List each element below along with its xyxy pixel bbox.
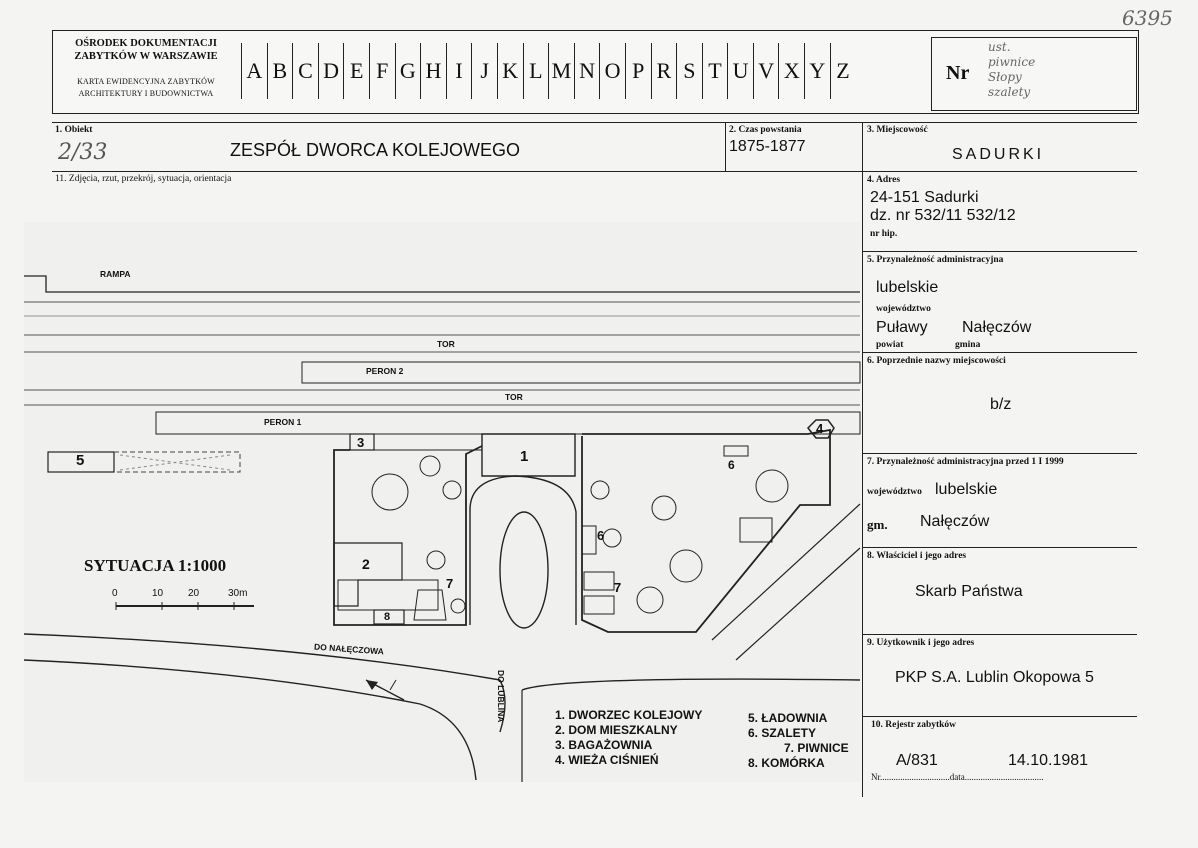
przynaleznosc-woj-value: lubelskie	[876, 279, 939, 296]
uzytkownik-label: 9. Użytkownik i jego adres	[867, 638, 975, 648]
label-tor-upper: TOR	[437, 339, 455, 349]
letter-cell-Y: Y	[804, 43, 830, 99]
legend-item: 5. ŁADOWNIA	[748, 711, 828, 725]
legend-item: 6. SZALETY	[748, 726, 817, 740]
letter-cell-L: L	[523, 43, 549, 99]
building-number-7-left: 7	[446, 576, 454, 591]
letter-cell-T: T	[702, 43, 728, 99]
nr-label: Nr	[946, 62, 970, 84]
legend-item: 7. PIWNICE	[784, 741, 849, 755]
nr-hand-line-2: piwnice	[988, 55, 1036, 69]
letter-cell-G: G	[395, 43, 421, 99]
rejestr-label: 10. Rejestr zabytków	[871, 720, 957, 730]
czas-label: 2. Czas powstania	[729, 125, 802, 135]
scale-tick-label: 0	[112, 588, 118, 599]
miejscowosc-value: SADURKI	[952, 146, 1045, 163]
nr-hand-line-1: ust.	[988, 40, 1011, 54]
letter-cell-P: P	[625, 43, 651, 99]
nr-hand-line-3: Słopy	[988, 70, 1022, 84]
przed1999-label: 7. Przynależność administracyjna przed 1 I 1999	[867, 457, 1064, 467]
letter-cell-I: I	[446, 43, 472, 99]
card-line-1: KARTA EWIDENCYJNA ZABYTKÓW	[77, 77, 215, 86]
wlasciciel-value: Skarb Państwa	[915, 583, 1023, 600]
przynaleznosc-gmina-label: gmina	[955, 340, 981, 350]
letter-cell-B: B	[267, 43, 293, 99]
adres-hip: nr hip.	[870, 229, 898, 239]
przynaleznosc-powiat-value: Puławy	[876, 319, 928, 336]
legend-item: 4. WIEŻA CIŚNIEŃ	[555, 753, 659, 767]
legend-item: 8. KOMÓRKA	[748, 756, 825, 770]
obiekt-handwritten-number: 2/33	[58, 140, 108, 165]
adres-line-1: 24-151 Sadurki	[870, 189, 979, 206]
card-line-2: ARCHITEKTURY I BUDOWNICTWA	[78, 89, 214, 98]
legend-item: 3. BAGAŻOWNIA	[555, 738, 653, 752]
scale-tick-label: 30m	[228, 588, 248, 599]
przynaleznosc-gmina-value: Nałęczów	[962, 319, 1032, 336]
przed1999-woj-value: lubelskie	[935, 481, 998, 498]
letter-cell-O: O	[599, 43, 625, 99]
rejestr-date-value: 14.10.1981	[1008, 752, 1089, 769]
legend-left	[555, 708, 702, 768]
przed1999-gm-label: gm.	[867, 517, 888, 532]
letter-cell-D: D	[318, 43, 344, 99]
poprzednie-label: 6. Poprzednie nazwy miejscowości	[867, 356, 1006, 366]
adres-label: 4. Adres	[867, 175, 901, 185]
przynaleznosc-powiat-label: powiat	[876, 340, 904, 350]
label-peron-2: PERON 2	[366, 366, 404, 376]
building-number-7-right: 7	[614, 580, 622, 595]
org-line-1: OŚRODEK DOKUMENTACJI	[75, 38, 217, 49]
letter-cell-K: K	[497, 43, 523, 99]
legend-item: 1. DWORZEC KOLEJOWY	[555, 708, 703, 722]
letter-cell-U: U	[727, 43, 753, 99]
letter-cell-C: C	[292, 43, 318, 99]
czas-value: 1875-1877	[729, 138, 806, 155]
letter-cell-X: X	[778, 43, 804, 99]
letter-cell-M: M	[548, 43, 574, 99]
letter-cell-E: E	[343, 43, 369, 99]
letter-cell-F: F	[369, 43, 395, 99]
building-number-2: 2	[362, 556, 370, 572]
label-tor-lower: TOR	[505, 392, 523, 402]
label-do-naleczowa: DO NAŁĘCZOWA	[313, 641, 385, 657]
letter-cell-V: V	[753, 43, 779, 99]
uzytkownik-value: PKP S.A. Lublin Okopowa 5	[895, 669, 1094, 686]
label-do-lublina: DO LUBLINA	[496, 670, 506, 723]
letter-cell-J: J	[471, 43, 497, 99]
label-rampa: RAMPA	[100, 269, 131, 279]
przed1999-woj-label: województwo	[867, 487, 922, 497]
building-number-5: 5	[76, 452, 85, 469]
plan-background	[24, 222, 860, 782]
scale-tick-label: 20	[188, 588, 200, 599]
letter-cell-R: R	[651, 43, 677, 99]
wlasciciel-label: 8. Właściciel i jego adres	[867, 551, 967, 561]
building-number-1: 1	[520, 448, 529, 465]
label-peron-1: PERON 1	[264, 417, 302, 427]
legend-right	[748, 711, 849, 771]
building-number-6-upper: 6	[728, 458, 735, 472]
letter-cell-S: S	[676, 43, 702, 99]
letter-cell-H: H	[420, 43, 446, 99]
przed1999-gm-value: Nałęczów	[920, 513, 990, 530]
nr-hand-line-4: szalety	[988, 85, 1031, 99]
rejestr-nr-value: A/831	[896, 752, 938, 769]
przynaleznosc-label: 5. Przynależność administracyjna	[867, 255, 1004, 265]
building-number-3: 3	[357, 435, 365, 450]
letter-cell-A: A	[241, 43, 267, 99]
building-number-4: 4	[816, 421, 824, 436]
corner-number: 6395	[1122, 6, 1173, 30]
org-line-2: ZABYTKÓW W WARSZAWIE	[74, 51, 218, 62]
building-number-8: 8	[384, 611, 391, 623]
letter-cell-N: N	[574, 43, 600, 99]
rejestr-nr-line: Nr...............................data...................................	[871, 772, 1044, 782]
building-number-6-lower: 6	[597, 528, 605, 543]
obiekt-value: ZESPÓŁ DWORCA KOLEJOWEGO	[230, 140, 521, 160]
adres-line-2: dz. nr 532/11 532/12	[870, 207, 1016, 224]
zdjecia-label: 11. Zdjęcia, rzut, przekrój, sytuacja, orientacja	[55, 174, 232, 184]
legend-item: 2. DOM MIESZKALNY	[555, 723, 678, 737]
letter-cell-Z: Z	[830, 43, 856, 99]
obiekt-label: 1. Obiekt	[55, 125, 93, 135]
miejscowosc-label: 3. Miejscowość	[867, 125, 928, 135]
przynaleznosc-woj-label: województwo	[876, 304, 931, 314]
scale-tick-label: 10	[152, 588, 164, 599]
label-sytuacja: SYTUACJA 1:1000	[84, 556, 227, 575]
poprzednie-value: b/z	[990, 396, 1012, 413]
